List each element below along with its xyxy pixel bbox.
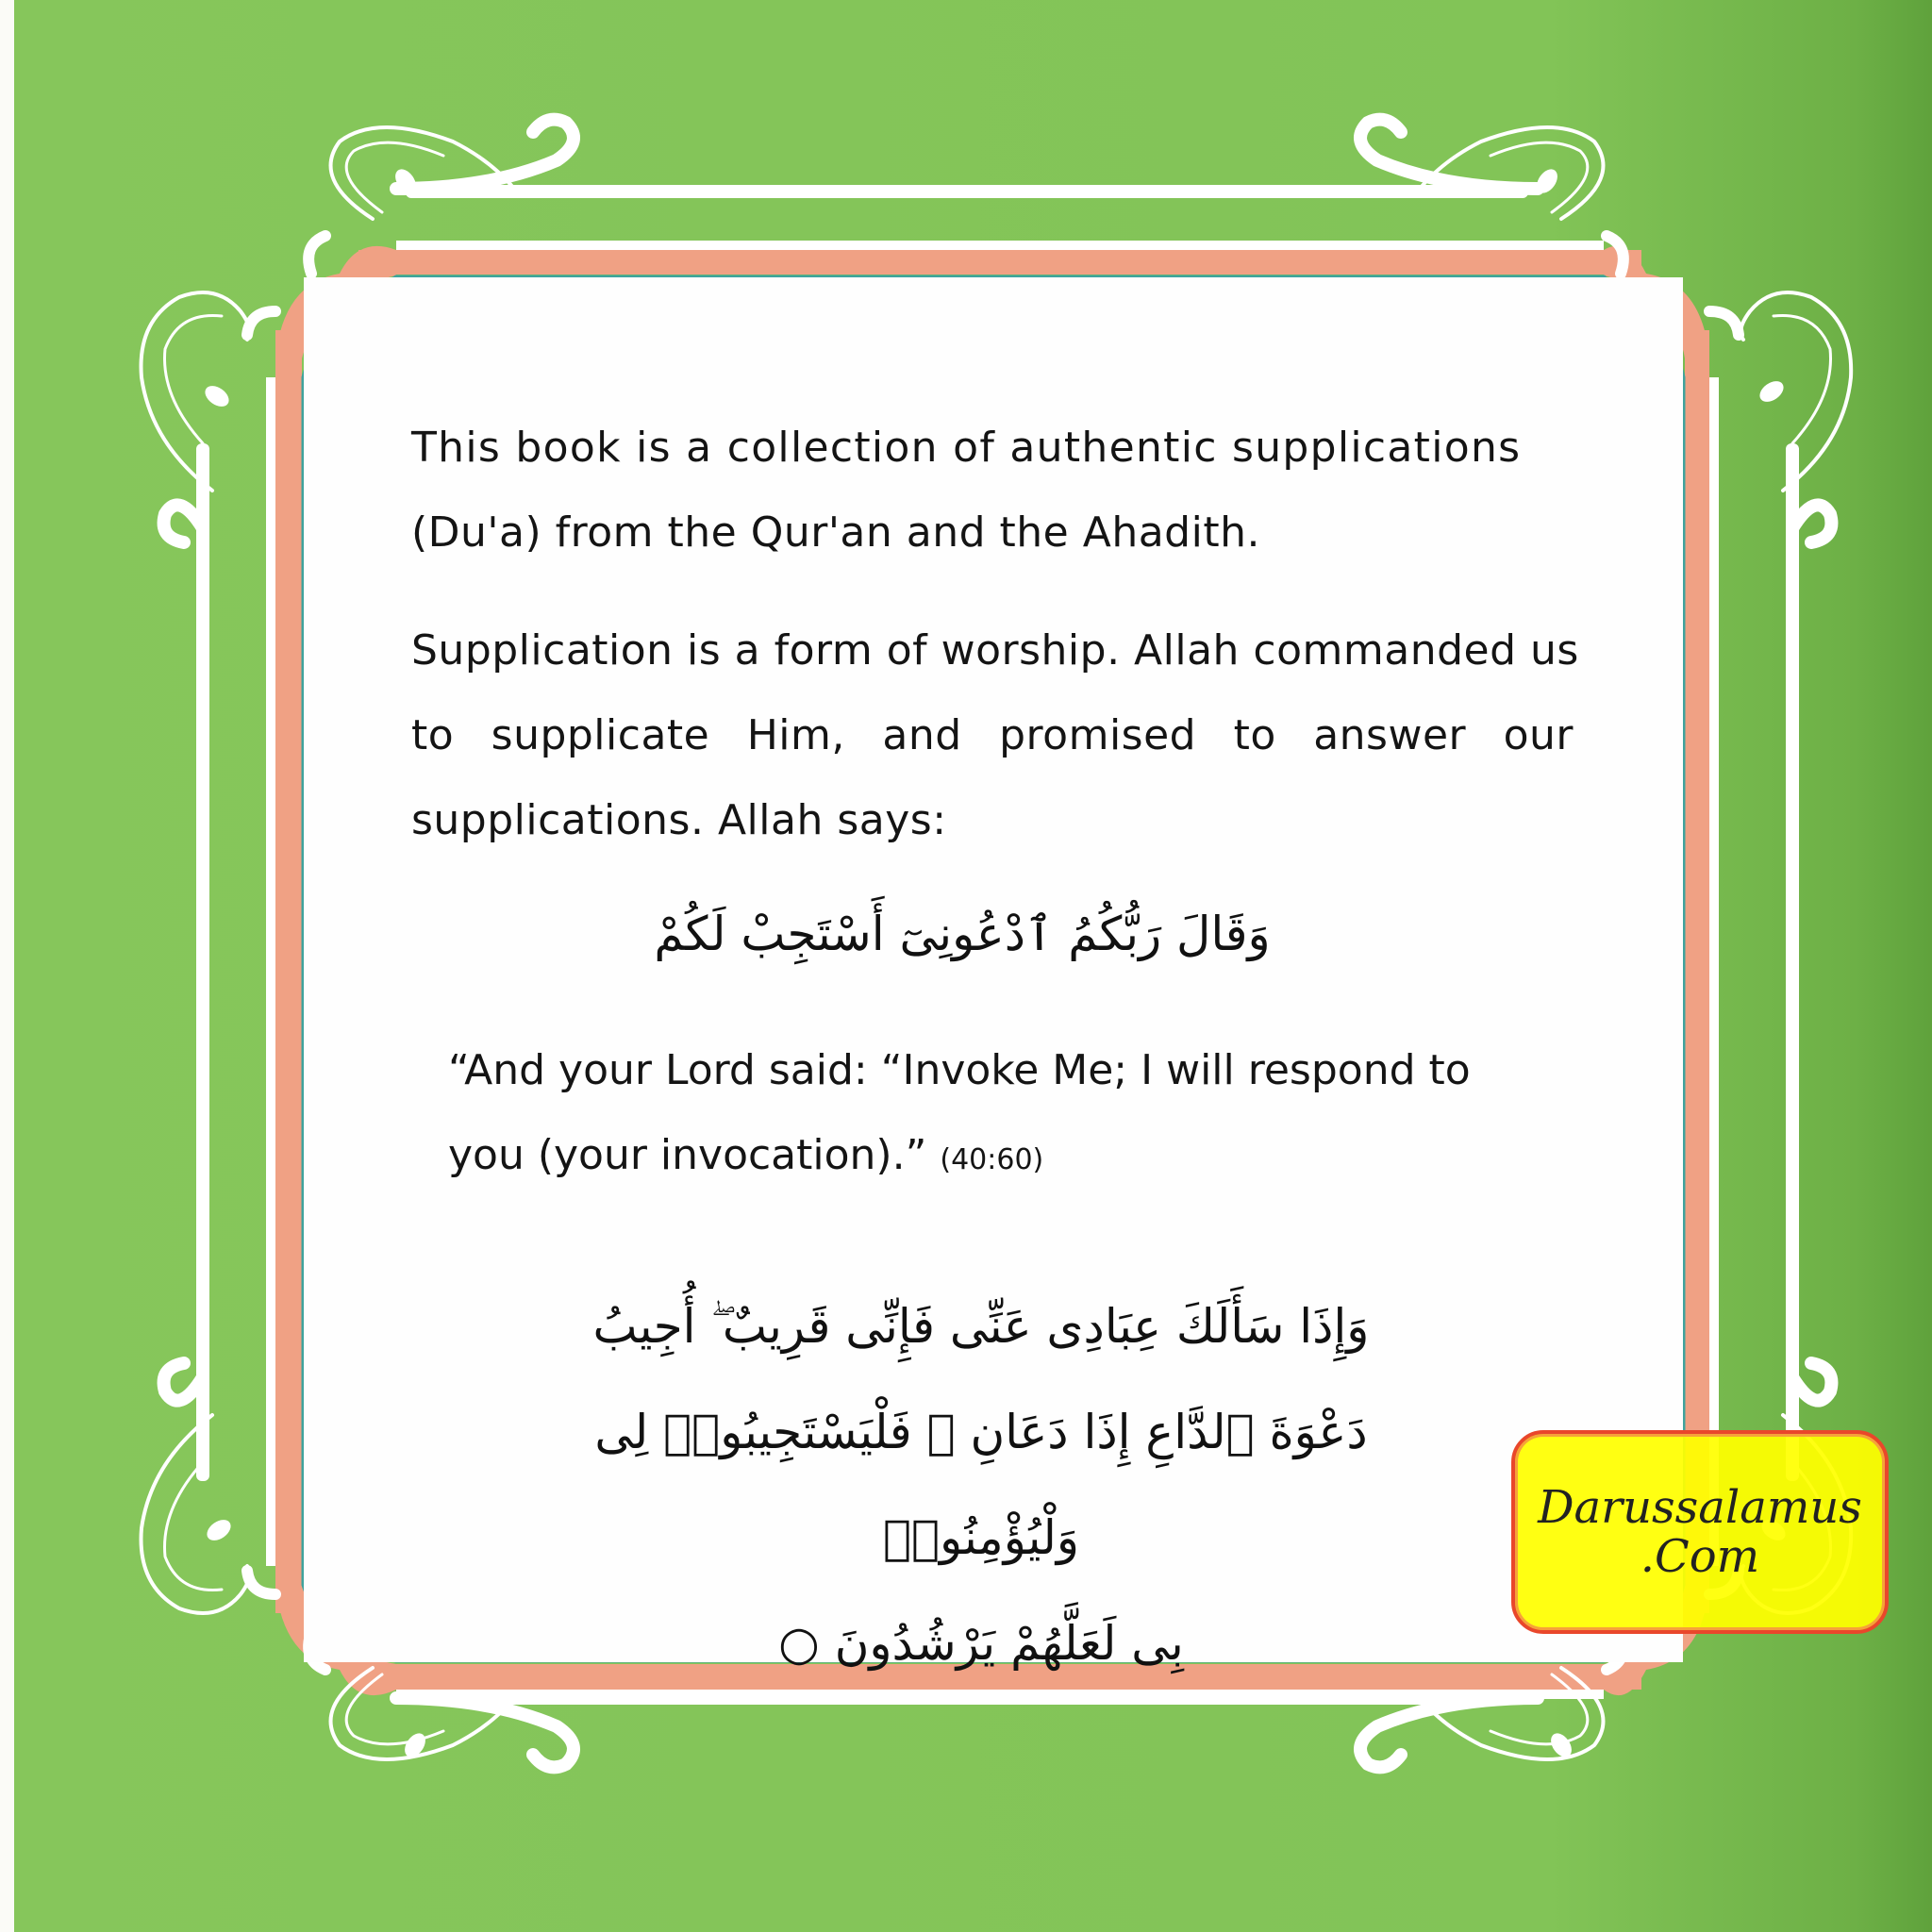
word: and [882,711,962,759]
darussalamus-watermark [1511,1430,1889,1634]
word: answer [1313,711,1467,759]
translation-text: you (your invocation).” [448,1131,927,1179]
arabic-line-2: دَعْوَةَ ٱلدَّاعِ إِذَا دَعَانِ ۖ فَلْيَسْتَجِيبُوا۟ لِى وَلْيُؤْمِنُوا۟ [594,1405,1368,1565]
worship-line-1: Supplication is a form of worship. Allah commanded us [411,626,1579,675]
verse-reference: (40:60) [940,1143,1044,1176]
verse-translation [448,1028,1561,1203]
arabic-verse-40-60: وَقَالَ رَبُّكُمُ ٱدْعُونِىٓ أَسْتَجِبْ لَكُمْ [654,907,1271,961]
watermark-line-2: .Com [1640,1530,1760,1583]
translation-line-1: “And your Lord said: “Invoke Me; I will respond to [448,1046,1471,1094]
word: to [411,711,455,759]
worship-line-3: supplications. Allah says: [411,796,947,844]
worship-line-2 [411,693,1574,778]
worship-paragraph [411,608,1579,863]
word: promised [999,711,1197,759]
translation-line-2 [448,1113,1561,1203]
intro-paragraph [411,406,1574,575]
word: our [1503,711,1574,759]
word: supplicate [491,711,710,759]
intro-line-1: This book is a collection of authentic supplications [411,424,1522,472]
arabic-line-3: بِى لَعَلَّهُمْ يَرْشُدُونَ ○ [778,1616,1184,1671]
intro-line-2: (Du'a) from the Qur'an and the Ahadith. [411,508,1260,557]
word: to [1233,711,1276,759]
watermark-line-1: Darussalamus [1538,1481,1862,1534]
arabic-line-1: وَإِذَا سَأَلَكَ عِبَادِى عَنِّى فَإِنِّى قَرِيبٌ ۖ أُجِيبُ [592,1299,1370,1354]
word: Him, [746,711,845,759]
arabic-verse-2-186 [528,1274,1434,1696]
